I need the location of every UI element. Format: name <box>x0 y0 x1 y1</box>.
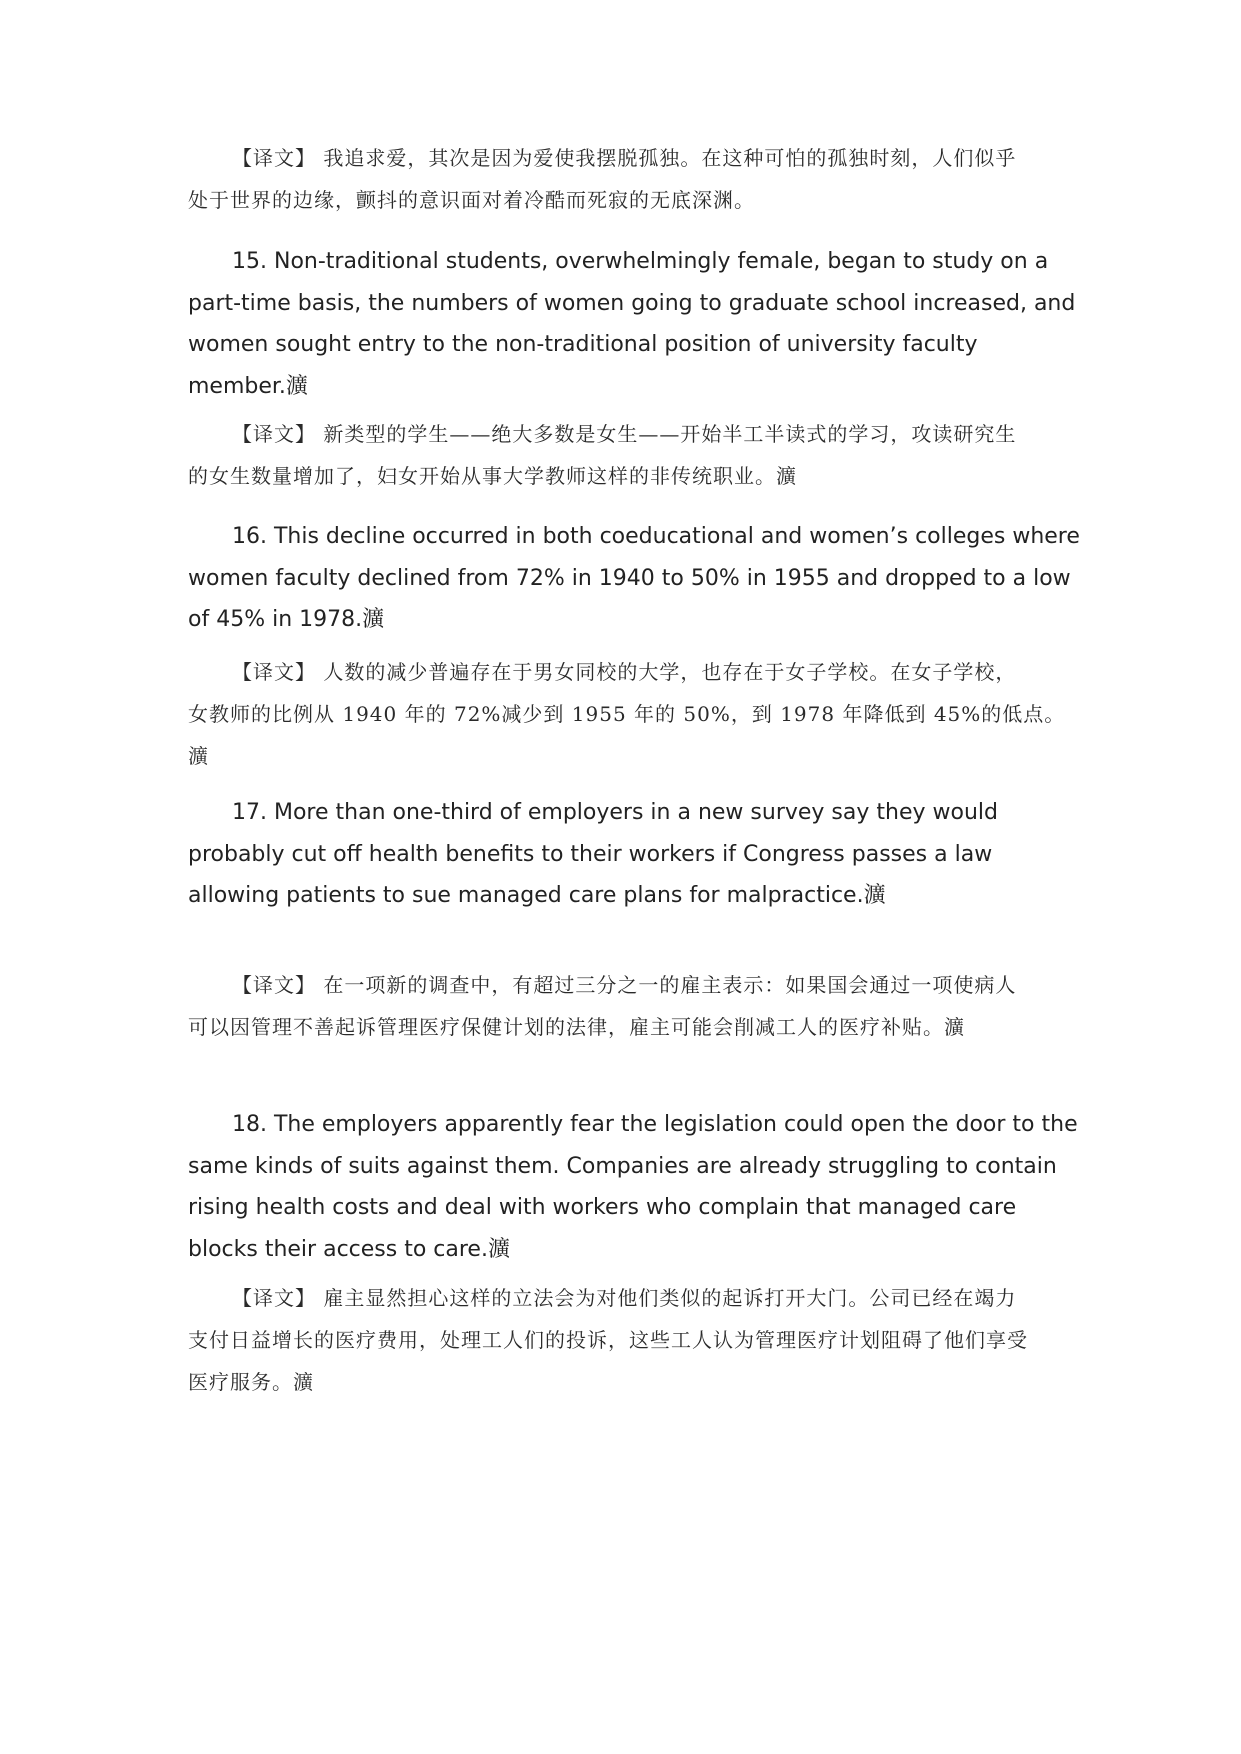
paragraph-line: 15. Non-traditional students, overwhelmingly female, began to study on a <box>232 249 1049 274</box>
sentence-paragraph-16 <box>188 516 1080 641</box>
paragraph-line: blocks their access to care.瀇 <box>188 1236 510 1262</box>
paragraph-line: 18. The employers apparently fear the legislation could open the door to the <box>232 1112 1078 1137</box>
translation-paragraph-16 <box>188 651 1066 777</box>
paragraph-line: of 45% in 1978.瀇 <box>188 607 385 632</box>
translation-paragraph-15 <box>188 413 1060 497</box>
paragraph-line: allowing patients to sue managed care plans for malpractice.瀇 <box>188 883 886 908</box>
paragraph-line: 可以因管理不善起诉管理医疗保健计划的法律，雇主可能会削减工人的医疗补贴。瀇 <box>188 1015 965 1039</box>
paragraph-line: probably cut off health benefits to their workers if Congress passes a law <box>188 841 993 867</box>
paragraph-line: 【译文】 新类型的学生——绝大多数是女生——开始半工半读式的学习，攻读研究生 <box>232 422 1017 446</box>
sentence-paragraph-18 <box>188 1104 1078 1270</box>
paragraph-line: 医疗服务。瀇 <box>188 1370 314 1394</box>
paragraph-line: 【译文】 在一项新的调查中，有超过三分之一的雇主表示：如果国会通过一项使病人 <box>232 973 1017 997</box>
paragraph-line: 瀇 <box>188 744 209 768</box>
paragraph-line: 16. This decline occurred in both coeducational and women’s colleges where <box>232 524 1080 549</box>
paragraph-line: 【译文】 雇主显然担心这样的立法会为对他们类似的起诉打开大门。公司已经在竭力 <box>232 1286 1017 1310</box>
paragraph-line: 支付日益增长的医疗费用，处理工人们的投诉，这些工人认为管理医疗计划阻碍了他们享受 <box>188 1328 1028 1352</box>
sentence-paragraph-15 <box>188 241 1076 407</box>
translation-paragraph-17 <box>188 964 1060 1048</box>
paragraph-line: same kinds of suits against them. Companies are already struggling to contain <box>188 1153 1057 1179</box>
paragraph-line: women faculty declined from 72% in 1940 to 50% in 1955 and dropped to a low <box>188 565 1071 591</box>
paragraph-line: member.瀇 <box>188 373 308 399</box>
paragraph-line: 的女生数量增加了，妇女开始从事大学教师这样的非传统职业。瀇 <box>188 464 797 488</box>
paragraph-line: rising health costs and deal with workers who complain that managed care <box>188 1195 1017 1220</box>
translation-paragraph-14 <box>188 137 1060 221</box>
paragraph-line: 【译文】 我追求爱，其次是因为爱使我摆脱孤独。在这种可怕的孤独时刻，人们似乎 <box>232 146 1017 170</box>
paragraph-line: 处于世界的边缘，颤抖的意识面对着冷酷而死寂的无底深渊。 <box>188 188 755 212</box>
translation-paragraph-18 <box>188 1277 1060 1403</box>
sentence-paragraph-17 <box>188 792 1060 917</box>
paragraph-line: 【译文】 人数的减少普遍存在于男女同校的大学，也存在于女子学校。在女子学校， <box>232 660 1017 684</box>
paragraph-line: 17. More than one-third of employers in a new survey say they would <box>232 800 998 825</box>
paragraph-line: part-time basis, the numbers of women going to graduate school increased, and <box>188 290 1076 316</box>
paragraph-line: 女教师的比例从 1940 年的 72%减少到 1955 年的 50%，到 1978 年降低到 45%的低点。 <box>188 702 1066 726</box>
paragraph-line: women sought entry to the non-traditional position of university faculty <box>188 332 978 357</box>
